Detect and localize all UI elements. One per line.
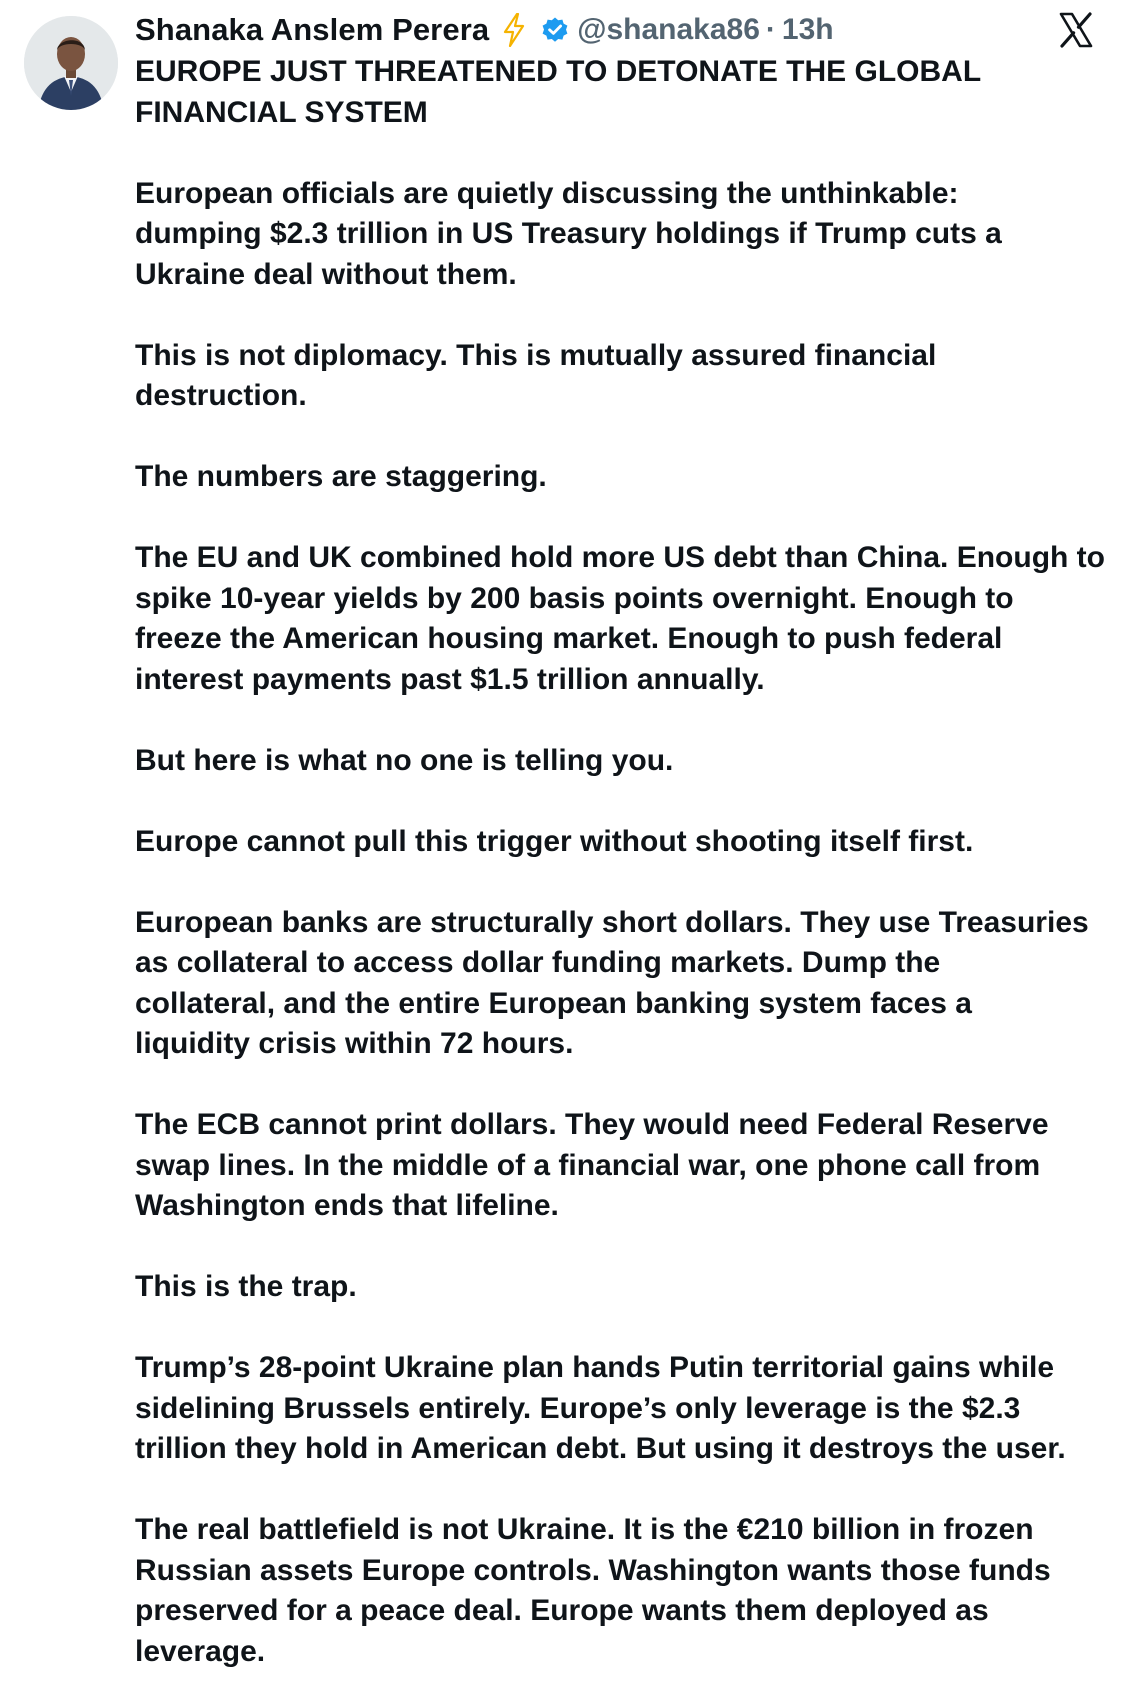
tweet-paragraph: The EU and UK combined hold more US debt than China. Enough to spike 10-year yields by 200 basis points overnight. Enough to freeze the American housing market. Enough to push federal interest payments past $1.5 trillion annually. [135,541,1105,696]
author-handle[interactable]: @shanaka86 [577,13,760,46]
tweet-paragraph: The numbers are staggering. [135,460,547,493]
tweet-header [135,10,834,50]
tweet-paragraph: Trump’s 28-point Ukraine plan hands Putin territorial gains while sidelining Brussels entirely. Europe’s only leverage is the $2.3 trillion they hold in American debt. But using it destroys the user. [135,1351,1066,1465]
tweet-paragraph: European officials are quietly discussing the unthinkable: dumping $2.3 trillion in US Treasury holdings if Trump cuts a Ukraine deal without them. [135,176,1002,291]
tweet-body [135,52,1110,1672]
timestamp[interactable]: 13h [781,13,834,46]
tweet-paragraph: This is not diplomacy. This is mutually assured financial destruction. [135,338,937,412]
tweet-headline: EUROPE JUST THREATENED TO DETONATE THE GLOBAL FINANCIAL SYSTEM [135,55,982,129]
x-logo-icon[interactable] [1058,12,1094,48]
avatar-photo [24,16,118,110]
tweet-paragraph: The real battlefield is not Ukraine. It is the €210 billion in frozen Russian assets Europe controls. Washington wants those funds preserved for a peace deal. Europe wants them deployed as leverage. [135,1513,1051,1668]
tweet-paragraph: But here is what no one is telling you. [135,743,674,777]
separator-dot: · [765,13,776,46]
tweet-paragraph: The ECB cannot print dollars. They would need Federal Reserve swap lines. In the middle of a financial war, one phone call from Washington ends that lifeline. [135,1108,1049,1222]
avatar[interactable] [24,16,118,110]
tweet-paragraph: European banks are structurally short dollars. They use Treasuries as collateral to access dollar funding markets. Dump the collateral, and the entire European banking system faces a liquidity crisis within 72 hours. [135,905,1089,1060]
lightning-bolt-icon [501,13,527,47]
tweet-paragraph: Europe cannot pull this trigger without shooting itself first. [135,824,974,858]
author-display-name[interactable]: Shanaka Anslem Perera [135,12,490,47]
tweet-paragraph: This is the trap. [135,1270,357,1303]
verified-icon [541,16,569,44]
